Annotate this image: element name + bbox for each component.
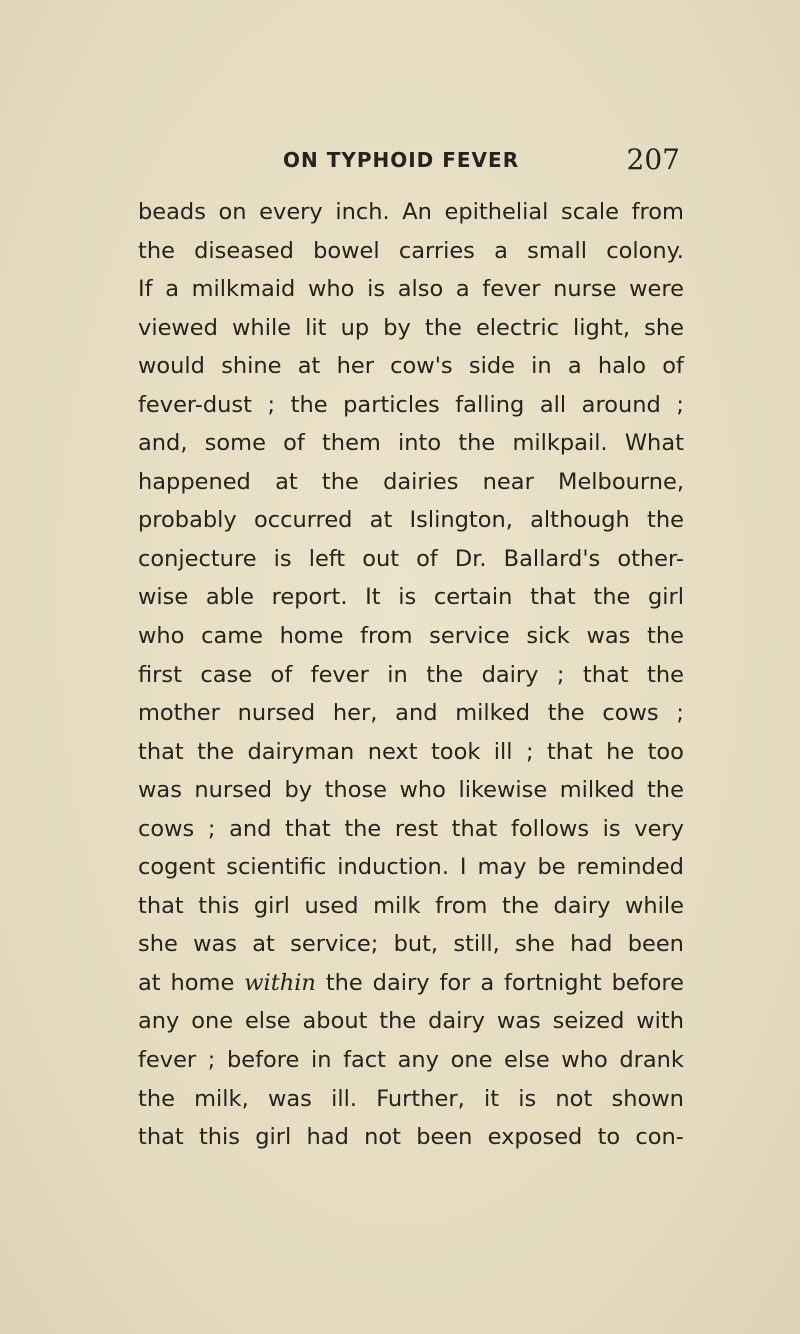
word: and <box>229 815 272 842</box>
word: at <box>252 931 275 958</box>
word: falling <box>455 391 525 418</box>
word: fortnight <box>504 969 602 996</box>
word: one <box>450 1047 493 1074</box>
word: ; <box>267 391 276 418</box>
word: An <box>402 199 432 225</box>
word: into <box>398 430 442 457</box>
word: who <box>399 777 446 804</box>
word: every <box>259 199 323 225</box>
word: ; <box>207 815 216 842</box>
word: the <box>197 738 235 765</box>
word: case <box>200 661 253 688</box>
text-line <box>138 1002 684 1041</box>
word: was <box>496 1008 541 1035</box>
word: dairy <box>481 661 539 688</box>
word: still, <box>453 931 500 958</box>
text-line <box>138 656 684 695</box>
word: dairies <box>383 468 459 495</box>
word: colony. <box>606 237 684 264</box>
word: shine <box>221 353 282 380</box>
word: milkpail. <box>512 430 608 457</box>
word: had <box>570 931 613 958</box>
word: diseased <box>194 237 294 264</box>
word: a <box>567 353 582 380</box>
word: that <box>451 815 498 842</box>
text-line <box>138 1041 684 1080</box>
word: and, <box>138 430 188 457</box>
word: ill <box>493 738 513 765</box>
word: took <box>430 738 481 765</box>
word: up <box>340 314 370 341</box>
word: milked <box>559 777 635 804</box>
word: exposed <box>487 1124 583 1151</box>
word: although <box>530 507 630 534</box>
word: she <box>644 314 684 341</box>
word: inch. <box>335 199 390 225</box>
text-line <box>138 501 684 540</box>
word: that <box>582 661 629 688</box>
word: was <box>267 1085 312 1112</box>
word: who <box>138 623 185 650</box>
word: one <box>191 1008 234 1035</box>
word: epithelial <box>444 199 549 225</box>
word: at <box>275 468 298 495</box>
word: any <box>138 1008 180 1035</box>
word: of <box>283 430 305 457</box>
word: able <box>205 584 255 611</box>
word: report. <box>271 584 348 611</box>
word: be <box>537 854 566 881</box>
word: first <box>138 661 182 688</box>
running-title: ON TYPHOID FEVER <box>283 148 520 172</box>
word: else <box>504 1047 550 1074</box>
text-line <box>138 771 684 810</box>
word: scientific <box>226 854 327 881</box>
body-text <box>138 193 684 1157</box>
word: about <box>302 1008 368 1035</box>
word: ; <box>556 661 565 688</box>
text-line <box>138 386 684 425</box>
word: that <box>138 1124 184 1151</box>
word: seized <box>552 1008 625 1035</box>
word: around <box>581 391 661 418</box>
word: con- <box>635 1124 684 1151</box>
word: in <box>310 1047 332 1074</box>
word: follows <box>510 815 590 842</box>
word: cow's <box>390 353 453 380</box>
word: ; <box>525 738 534 765</box>
word: within <box>244 969 316 996</box>
word: for <box>439 969 471 996</box>
word: electric <box>475 314 559 341</box>
word: rest <box>394 815 439 842</box>
word: cogent <box>138 854 216 881</box>
word: he <box>606 738 635 765</box>
text-line <box>138 887 684 926</box>
word: dairy <box>553 892 611 919</box>
word: she <box>138 931 178 958</box>
word: the <box>458 430 496 457</box>
word: induction. <box>337 854 449 881</box>
word: Islington, <box>409 507 513 534</box>
word: light, <box>573 314 631 341</box>
word: the <box>424 314 462 341</box>
word: been <box>416 1124 473 1151</box>
word: reminded <box>576 854 684 881</box>
word: other- <box>617 545 684 572</box>
word: the <box>647 661 684 688</box>
word: ; <box>207 1047 216 1074</box>
word: by <box>284 777 313 804</box>
word: in <box>531 353 552 380</box>
word: drank <box>619 1047 684 1074</box>
word: girl <box>647 584 684 611</box>
word: fever-dust <box>138 391 252 418</box>
word: small <box>527 237 588 264</box>
word: side <box>468 353 515 380</box>
word: out <box>362 545 400 572</box>
word: not <box>555 1085 593 1112</box>
word: the <box>138 237 175 264</box>
text-line <box>138 309 684 348</box>
word: home <box>170 969 235 996</box>
word: is <box>273 545 292 572</box>
word: particles <box>343 391 440 418</box>
word: home <box>279 623 344 650</box>
word: at <box>369 507 393 534</box>
word: were <box>629 276 684 303</box>
page-number: 207 <box>626 143 680 176</box>
word: before <box>226 1047 300 1074</box>
word: the <box>547 700 585 727</box>
word: it <box>483 1085 500 1112</box>
word: milk <box>373 892 421 919</box>
word: Ballard's <box>503 545 601 572</box>
word: was <box>138 777 182 804</box>
text-line <box>138 810 684 849</box>
word: was <box>586 623 631 650</box>
word: occurred <box>253 507 353 534</box>
word: wise <box>138 584 189 611</box>
word: also <box>397 276 444 303</box>
word: to <box>597 1124 621 1151</box>
word: had <box>306 1124 349 1151</box>
word: carries <box>398 237 475 264</box>
word: them <box>321 430 381 457</box>
text-line <box>138 347 684 386</box>
word: a <box>480 969 495 996</box>
word: dairy <box>428 1008 485 1035</box>
word: the <box>290 391 328 418</box>
word: probably <box>138 507 237 534</box>
word: that <box>138 892 184 919</box>
word: nurse <box>553 276 617 303</box>
word: her, <box>332 700 378 727</box>
word: scale <box>560 199 619 225</box>
word: that <box>138 738 184 765</box>
word: of <box>416 545 438 572</box>
text-line <box>138 232 684 271</box>
text-line <box>138 925 684 964</box>
word: those <box>324 777 388 804</box>
word: all <box>539 391 567 418</box>
word: the <box>321 468 359 495</box>
word: the <box>344 815 382 842</box>
word: halo <box>597 353 646 380</box>
text-line <box>138 1118 684 1157</box>
word: conjecture <box>138 545 257 572</box>
word: sick <box>526 623 570 650</box>
word: lit <box>305 314 327 341</box>
word: is <box>602 815 621 842</box>
word: any <box>397 1047 439 1074</box>
text-line <box>138 540 684 579</box>
word: of <box>270 661 293 688</box>
word: Dr. <box>454 545 487 572</box>
word: that <box>530 584 576 611</box>
word: the <box>502 892 539 919</box>
word: on <box>218 199 247 225</box>
word: happened <box>138 468 251 495</box>
word: shown <box>611 1085 684 1112</box>
word: I <box>459 854 467 881</box>
word: this <box>198 892 240 919</box>
word: fever <box>310 661 369 688</box>
word: What <box>624 430 684 457</box>
word: while <box>624 892 684 919</box>
word: the <box>647 507 684 534</box>
text-line <box>138 424 684 463</box>
word: and <box>395 700 438 727</box>
word: cows <box>602 700 659 727</box>
word: a <box>455 276 470 303</box>
word: of <box>662 353 684 380</box>
word: viewed <box>138 314 218 341</box>
text-line <box>138 193 684 232</box>
word: at <box>138 969 161 996</box>
word: before <box>611 969 684 996</box>
text-line <box>138 733 684 772</box>
word: ill. <box>331 1085 357 1112</box>
word: was <box>193 931 237 958</box>
text-line <box>138 1080 684 1119</box>
word: milk, <box>194 1085 249 1112</box>
word: girl <box>253 892 290 919</box>
word: else <box>244 1008 291 1035</box>
word: next <box>367 738 418 765</box>
word: nursed <box>237 700 316 727</box>
word: cows <box>138 815 195 842</box>
word: by <box>383 314 411 341</box>
word: the <box>646 777 684 804</box>
word: nursed <box>194 777 273 804</box>
word: but, <box>393 931 439 958</box>
word: ; <box>676 391 684 418</box>
word: likewise <box>458 777 548 804</box>
word: who <box>561 1047 608 1074</box>
text-line <box>138 848 684 887</box>
word: would <box>138 353 205 380</box>
word: Further, <box>376 1085 465 1112</box>
word: dairy <box>372 969 430 996</box>
running-head <box>140 143 680 181</box>
word: that <box>546 738 593 765</box>
word: too <box>647 738 684 765</box>
word: the <box>325 969 363 996</box>
word: the <box>379 1008 417 1035</box>
word: milkmaid <box>191 276 296 303</box>
word: certain <box>433 584 513 611</box>
word: near <box>482 468 534 495</box>
word: in <box>387 661 408 688</box>
word: a <box>165 276 179 303</box>
word: who <box>307 276 355 303</box>
word: service; <box>290 931 379 958</box>
word: with <box>636 1008 684 1035</box>
word: from <box>631 199 684 225</box>
word: is <box>518 1085 537 1112</box>
word: her <box>336 353 374 380</box>
word: ; <box>676 700 684 727</box>
text-line <box>138 463 684 502</box>
word: very <box>634 815 684 842</box>
word: may <box>477 854 527 881</box>
word: left <box>308 545 346 572</box>
word: mother <box>138 700 220 727</box>
word: while <box>232 314 292 341</box>
word: is <box>398 584 417 611</box>
word: Melbourne, <box>558 468 684 495</box>
word: the <box>426 661 464 688</box>
word: fever <box>482 276 541 303</box>
word: from <box>360 623 413 650</box>
text-line <box>138 578 684 617</box>
word: fever <box>138 1047 197 1074</box>
word: this <box>198 1124 240 1151</box>
word: used <box>304 892 359 919</box>
word: that <box>285 815 331 842</box>
text-line <box>138 694 684 733</box>
word: came <box>201 623 264 650</box>
word: the <box>647 623 684 650</box>
word: not <box>364 1124 401 1151</box>
word: service <box>429 623 510 650</box>
word: a <box>494 237 508 264</box>
word: dairyman <box>247 738 355 765</box>
word: girl <box>255 1124 292 1151</box>
word: milked <box>455 700 530 727</box>
word: been <box>627 931 684 958</box>
word: from <box>435 892 488 919</box>
word: beads <box>138 199 206 225</box>
text-line <box>138 617 684 656</box>
word: is <box>367 276 386 303</box>
word: It <box>365 584 381 611</box>
word: fact <box>343 1047 386 1074</box>
word: If <box>138 276 153 303</box>
word: some <box>204 430 266 457</box>
word: bowel <box>313 237 380 264</box>
text-line <box>138 964 684 1003</box>
word: the <box>138 1085 175 1112</box>
word: at <box>297 353 321 380</box>
text-line <box>138 270 684 309</box>
word: the <box>593 584 631 611</box>
word: she <box>515 931 555 958</box>
